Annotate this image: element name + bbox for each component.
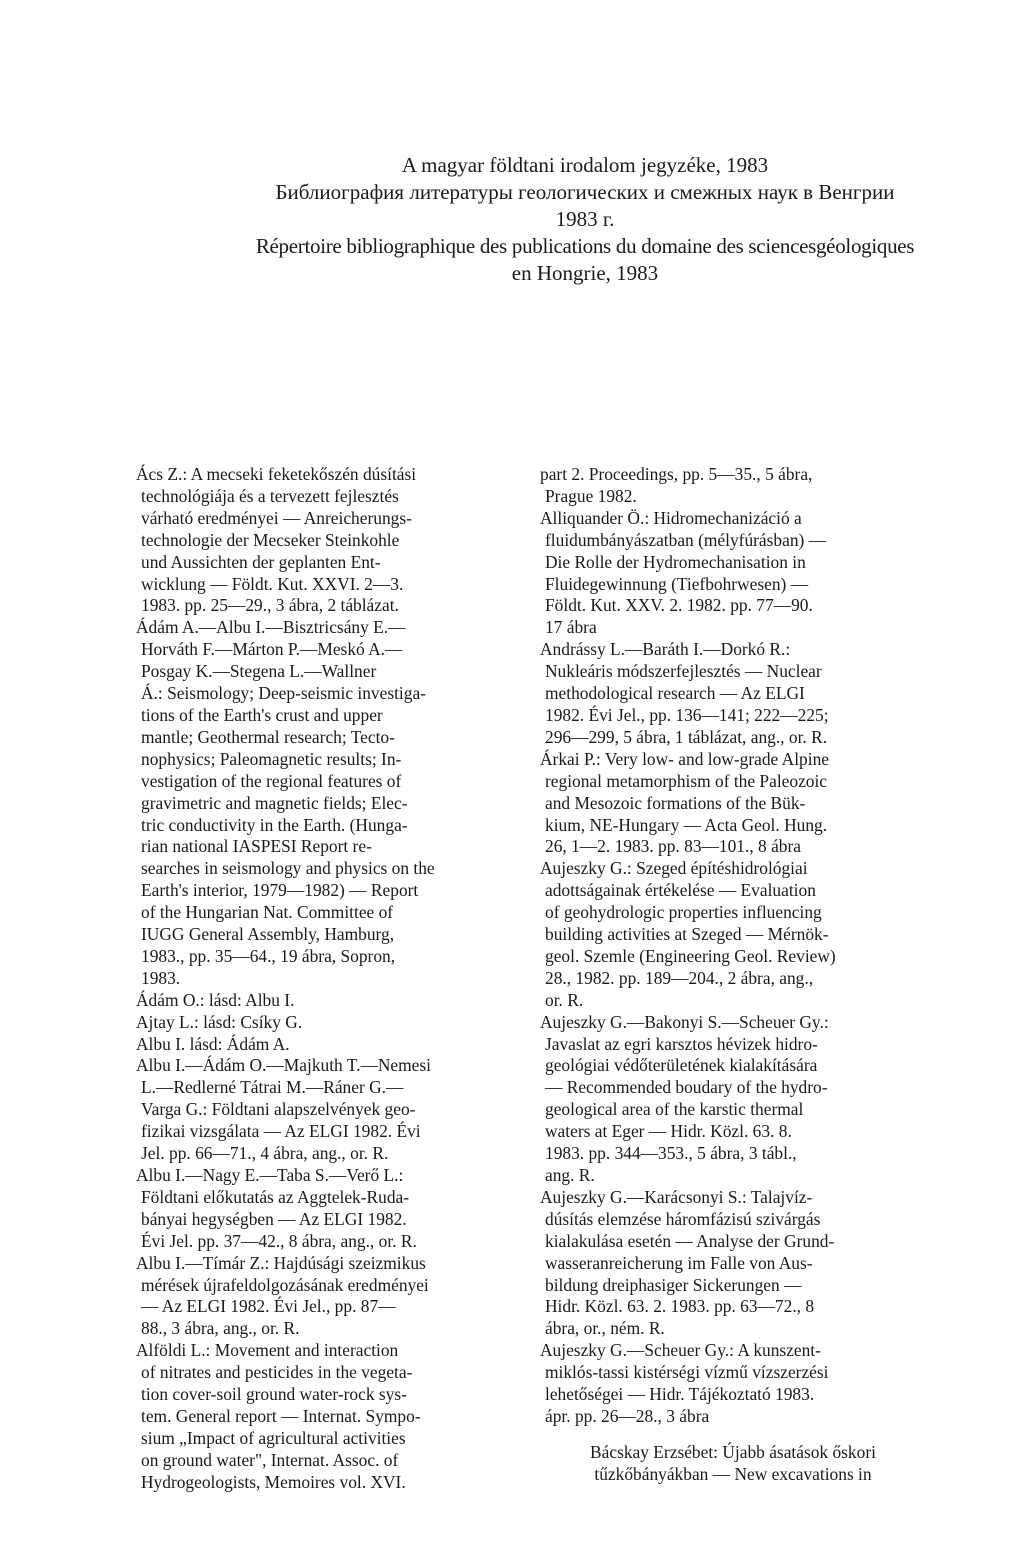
entry-line: wasseranreicherung im Falle von Aus- bbox=[545, 1252, 813, 1273]
bibliography-right-column bbox=[540, 464, 926, 1486]
entry-line: nophysics; Paleomagnetic results; In- bbox=[141, 748, 402, 769]
bibliography-entry bbox=[136, 1012, 492, 1034]
entry-line: Albu I.—Ádám O.—Majkuth T.—Nemesi bbox=[136, 1055, 431, 1076]
entry-line: tric conductivity in the Earth. (Hunga- bbox=[141, 814, 408, 835]
bibliography-entry bbox=[540, 749, 926, 859]
entry-line: Jel. pp. 66—71., 4 ábra, ang., or. R. bbox=[141, 1143, 389, 1164]
bibliography-entry bbox=[540, 1442, 926, 1486]
entry-line: tem. General report — Internat. Sympo- bbox=[141, 1405, 421, 1426]
entry-line: fluidumbányászatban (mélyfúrásban) — bbox=[545, 529, 827, 550]
header-title-russian: Библиография литературы геологических и смежных наук в Венгрии bbox=[275, 180, 895, 204]
entry-line: kium, NE-Hungary — Acta Geol. Hung. bbox=[545, 814, 828, 835]
entry-line: bildung dreiphasiger Sickerungen — bbox=[545, 1274, 802, 1295]
entry-line: — Az ELGI 1982. Évi Jel., pp. 87— bbox=[141, 1296, 396, 1317]
entry-line: Bácskay Erzsébet: Újabb ásatások őskori bbox=[590, 1441, 876, 1462]
entry-line: mérések újrafeldolgozásának eredményei bbox=[141, 1274, 429, 1295]
entry-line: Albu I.—Nagy E.—Taba S.—Verő L.: bbox=[136, 1165, 404, 1185]
entry-line: Földtani előkutatás az Aggtelek-Ruda- bbox=[141, 1186, 410, 1207]
entry-line: Die Rolle der Hydromechanisation in bbox=[545, 551, 806, 572]
entry-line: gravimetric and magnetic fields; Elec- bbox=[141, 792, 408, 813]
entry-line: technologie der Mecseker Steinkohle bbox=[141, 529, 400, 550]
entry-line: part 2. Proceedings, pp. 5—35., 5 ábra, bbox=[540, 464, 813, 484]
entry-line: kialakulása esetén — Analyse der Grund- bbox=[545, 1230, 835, 1251]
entry-line: methodological research — Az ELGI bbox=[545, 683, 805, 704]
entry-line: IUGG General Assembly, Hamburg, bbox=[141, 924, 395, 945]
entry-line: miklós-tassi kistérségi vízmű vízszerzési bbox=[545, 1362, 829, 1383]
entry-line: 1983. bbox=[141, 967, 181, 988]
entry-line: geol. Szemle (Engineering Geol. Review) bbox=[545, 945, 836, 966]
entry-line: Alföldi L.: Movement and interaction bbox=[136, 1340, 399, 1361]
entry-line: sium „Impact of agricultural activities bbox=[141, 1427, 406, 1448]
entry-line: geológiai védőterületének kialakítására bbox=[545, 1055, 818, 1076]
bibliography-entry bbox=[136, 1165, 492, 1253]
entry-line: Á.: Seismology; Deep-seismic investiga- bbox=[141, 683, 426, 704]
entry-line: Földt. Kut. XXV. 2. 1982. pp. 77—90. bbox=[545, 595, 813, 616]
entry-line: tion cover-soil ground water-rock sys- bbox=[141, 1384, 407, 1405]
entry-line: Prague 1982. bbox=[545, 485, 637, 506]
entry-line: ang. R. bbox=[545, 1165, 595, 1185]
entry-line: rian national IASPESI Report re- bbox=[141, 836, 372, 857]
bibliography-entry bbox=[540, 1187, 926, 1340]
entry-line: Árkai P.: Very low- and low-grade Alpine bbox=[540, 748, 829, 769]
entry-line: Aujeszky G.—Karácsonyi S.: Talajvíz- bbox=[540, 1186, 813, 1207]
entry-line: dúsítás elemzése háromfázisú szivárgás bbox=[545, 1208, 821, 1229]
entry-line: of nitrates and pesticides in the vegeta- bbox=[141, 1362, 413, 1383]
entry-gap bbox=[540, 1428, 926, 1442]
entry-line: tűzkőbányákban — New excavations in bbox=[594, 1463, 872, 1484]
entry-line: tions of the Earth's crust and upper bbox=[141, 704, 383, 725]
entry-line: Andrássy L.—Baráth I.—Dorkó R.: bbox=[540, 639, 791, 660]
entry-line: 1983., pp. 35—64., 19 ábra, Sopron, bbox=[141, 945, 396, 966]
entry-line: Posgay K.—Stegena L.—Wallner bbox=[141, 661, 377, 682]
bibliography-entry bbox=[136, 1340, 492, 1493]
header-title-french-year: en Hongrie, 1983 bbox=[511, 261, 659, 285]
entry-line: mantle; Geothermal research; Tecto- bbox=[141, 726, 395, 747]
entry-line: on ground water", Internat. Assoc. of bbox=[141, 1449, 399, 1470]
entry-line: Ádám A.—Albu I.—Bisztricsány E.— bbox=[136, 617, 406, 638]
bibliography-entry bbox=[136, 1055, 492, 1165]
entry-line: searches in seismology and physics on the bbox=[141, 858, 435, 879]
entry-line: Ajtay L.: lásd: Csíky G. bbox=[136, 1011, 303, 1032]
entry-line: building activities at Szeged — Mérnök- bbox=[545, 924, 829, 945]
entry-line: Albu I. lásd: Ádám A. bbox=[136, 1033, 290, 1054]
header-title-french: Répertoire bibliographique des publications du domaine des sciencesgéologiques bbox=[255, 234, 915, 258]
bibliography-entry bbox=[540, 1340, 926, 1428]
entry-line: 1983. pp. 25—29., 3 ábra, 2 táblázat. bbox=[141, 595, 399, 616]
entry-line: Hydrogeologists, Memoires vol. XVI. bbox=[141, 1471, 406, 1492]
entry-line: lehetőségei — Hidr. Tájékoztató 1983. bbox=[545, 1384, 815, 1405]
entry-line: bányai hegységben — Az ELGI 1982. bbox=[141, 1208, 407, 1229]
entry-line: 26, 1—2. 1983. pp. 83—101., 8 ábra bbox=[545, 836, 802, 857]
entry-line: Earth's interior, 1979—1982) — Report bbox=[141, 880, 419, 901]
entry-line: vestigation of the regional features of bbox=[141, 770, 402, 791]
header-title-russian-year: 1983 г. bbox=[555, 207, 615, 231]
entry-line: 1983. pp. 344—353., 5 ábra, 3 tábl., bbox=[545, 1143, 797, 1164]
entry-line: ábra, or., ném. R. bbox=[545, 1318, 665, 1339]
entry-line: regional metamorphism of the Paleozoic bbox=[545, 770, 828, 791]
bibliography-entry bbox=[540, 1012, 926, 1187]
entry-line: Aujeszky G.—Bakonyi S.—Scheuer Gy.: bbox=[540, 1011, 829, 1032]
entry-line: adottságainak értékelése — Evaluation bbox=[545, 880, 816, 901]
entry-line: Albu I.—Tímár Z.: Hajdúsági szeizmikus bbox=[136, 1252, 426, 1273]
bibliography-entry bbox=[136, 1253, 492, 1341]
entry-line: of geohydrologic properties influencing bbox=[545, 902, 822, 923]
entry-line: Évi Jel. pp. 37—42., 8 ábra, ang., or. R. bbox=[141, 1230, 417, 1251]
entry-line: 88., 3 ábra, ang., or. R. bbox=[141, 1318, 300, 1339]
entry-line: Horváth F.—Márton P.—Meskó A.— bbox=[141, 639, 403, 660]
entry-line: Alliquander Ö.: Hidromechanizáció a bbox=[540, 507, 802, 528]
bibliography-entry bbox=[136, 464, 492, 617]
entry-line: Ádám O.: lásd: Albu I. bbox=[136, 989, 295, 1010]
entry-line: of the Hungarian Nat. Committee of bbox=[141, 902, 394, 923]
entry-line: 296—299, 5 ábra, 1 táblázat, ang., or. R. bbox=[545, 726, 828, 747]
entry-line: waters at Eger — Hidr. Közl. 63. 8. bbox=[545, 1121, 792, 1142]
entry-line: wicklung — Földt. Kut. XXVI. 2—3. bbox=[141, 573, 404, 594]
entry-line: Fluidegewinnung (Tiefbohrwesen) — bbox=[545, 573, 809, 594]
entry-line: Nukleáris módszerfejlesztés — Nuclear bbox=[545, 661, 822, 682]
bibliography-entry bbox=[136, 1034, 492, 1056]
entry-line: Aujeszky G.: Szeged építéshidrológiai bbox=[540, 858, 808, 879]
entry-line: Aujeszky G.—Scheuer Gy.: A kunszent- bbox=[540, 1340, 821, 1361]
page-header bbox=[240, 152, 930, 287]
entry-line: und Aussichten der geplanten Ent- bbox=[141, 551, 381, 572]
entry-line: and Mesozoic formations of the Bük- bbox=[545, 792, 806, 813]
entry-line: 17 ábra bbox=[545, 617, 597, 638]
header-title-hungarian: A magyar földtani irodalom jegyzéke, 1983 bbox=[401, 153, 769, 177]
bibliography-entry bbox=[540, 858, 926, 1011]
entry-line: Varga G.: Földtani alapszelvények geo- bbox=[141, 1099, 416, 1120]
entry-line: várható eredményei — Anreicherungs- bbox=[141, 507, 412, 528]
bibliography-entry bbox=[136, 990, 492, 1012]
entry-line: Javaslat az egri karsztos hévizek hidro- bbox=[545, 1033, 818, 1054]
bibliography-entry bbox=[540, 508, 926, 639]
entry-line: Ács Z.: A mecseki feketekőszén dúsítási bbox=[136, 464, 417, 484]
entry-line: ápr. pp. 26—28., 3 ábra bbox=[545, 1405, 710, 1426]
entry-line: L.—Redlerné Tátrai M.—Ráner G.— bbox=[141, 1077, 404, 1098]
entry-line: Hidr. Közl. 63. 2. 1983. pp. 63—72., 8 bbox=[545, 1296, 815, 1317]
bibliography-entry bbox=[540, 639, 926, 749]
entry-line: — Recommended boudary of the hydro- bbox=[545, 1077, 828, 1098]
entry-line: 28., 1982. pp. 189—204., 2 ábra, ang., bbox=[545, 967, 814, 988]
entry-line: 1982. Évi Jel., pp. 136—141; 222—225; bbox=[545, 704, 829, 725]
entry-line: or. R. bbox=[545, 989, 584, 1010]
bibliography-entry bbox=[540, 464, 926, 508]
bibliography-entry bbox=[136, 617, 492, 989]
entry-line: geological area of the karstic thermal bbox=[545, 1099, 804, 1120]
bibliography-left-column bbox=[136, 464, 492, 1494]
entry-line: technológiája és a tervezett fejlesztés bbox=[141, 485, 399, 506]
entry-line: fizikai vizsgálata — Az ELGI 1982. Évi bbox=[141, 1121, 421, 1142]
